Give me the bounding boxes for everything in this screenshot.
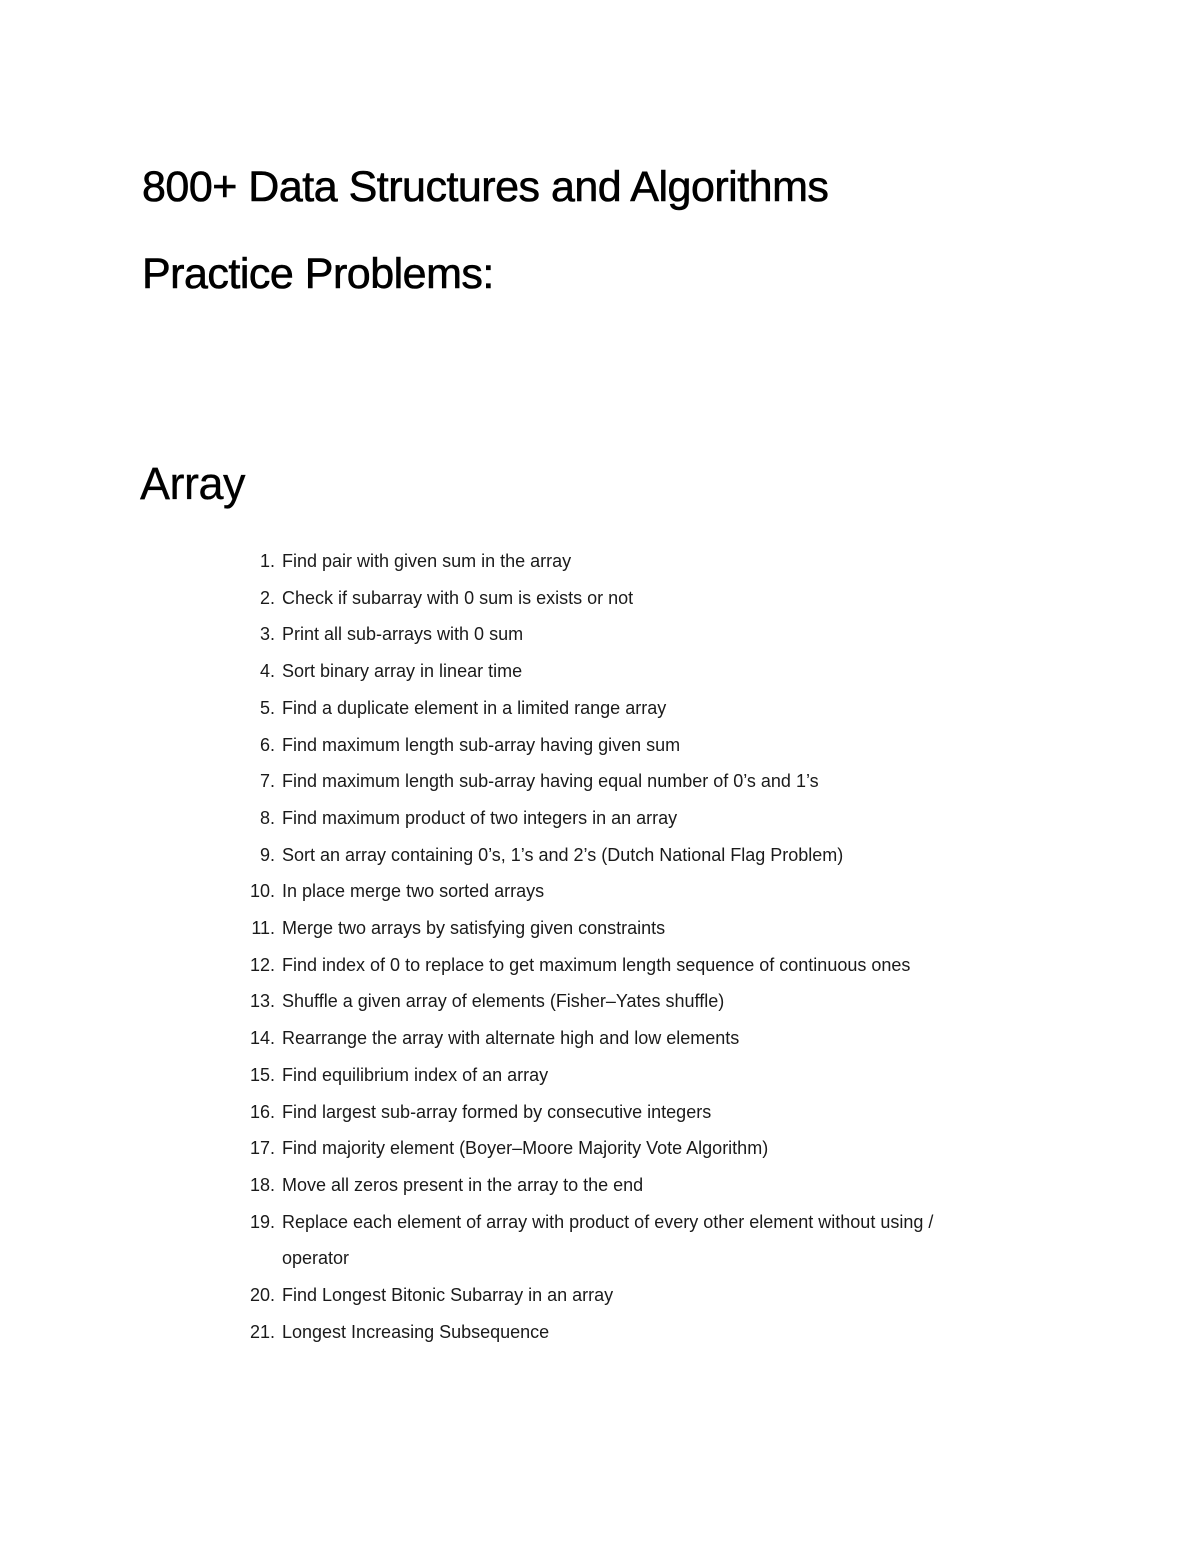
list-item <box>0 1057 1200 1094</box>
list-item-number: 18. <box>249 1174 275 1195</box>
list-item-text: Find pair with given sum in the array <box>282 551 572 571</box>
list-item-number: 11. <box>251 918 275 939</box>
list-item-number: 13. <box>249 991 275 1012</box>
list-item <box>0 1277 1200 1314</box>
list-item-number: 20. <box>249 1285 275 1306</box>
list-item-text: Replace each element of array with product of every other element without using / operator <box>282 1211 934 1269</box>
list-item <box>0 653 1200 690</box>
document-title-line-2: Practice Problems: <box>142 250 494 298</box>
list-item-text: Find Longest Bitonic Subarray in an array <box>282 1285 614 1306</box>
list-item-number: 16. <box>249 1101 275 1122</box>
list-item-number: 19. <box>249 1211 275 1232</box>
list-item <box>0 1094 1200 1131</box>
list-item-text: Find maximum length sub-array having equal number of 0’s and 1’s <box>282 771 819 792</box>
list-item-number: 10. <box>249 881 275 902</box>
list-item <box>0 983 1200 1020</box>
problem-list <box>0 543 1200 1350</box>
list-item <box>0 1130 1200 1167</box>
list-item <box>0 580 1200 617</box>
list-item-number: 2. <box>259 587 275 608</box>
list-item <box>0 800 1200 837</box>
list-item-text: Sort an array containing 0’s, 1’s and 2’s (Dutch National Flag Problem) <box>282 844 844 865</box>
list-item-text: Merge two arrays by satisfying given constraints <box>282 918 666 939</box>
list-item-text: Shuffle a given array of elements (Fisher–Yates shuffle) <box>282 991 725 1012</box>
list-item <box>0 910 1200 947</box>
document-title-line-1: 800+ Data Structures and Algorithms <box>142 163 829 211</box>
list-item <box>0 543 1200 580</box>
list-item <box>0 727 1200 764</box>
list-item-number: 1. <box>259 551 275 571</box>
list-item-text: Find index of 0 to replace to get maximum length sequence of continuous ones <box>282 954 911 975</box>
list-item-text: Longest Increasing Subsequence <box>282 1321 550 1342</box>
list-item <box>0 690 1200 727</box>
list-item <box>0 763 1200 800</box>
list-item-number: 4. <box>259 661 275 682</box>
list-item-number: 17. <box>249 1138 275 1159</box>
list-item-number: 21. <box>249 1321 275 1342</box>
list-item-text: Check if subarray with 0 sum is exists or not <box>282 587 634 608</box>
list-item <box>0 1204 1200 1277</box>
list-item-text: Find majority element (Boyer–Moore Majority Vote Algorithm) <box>282 1138 769 1159</box>
section-heading-array: Array <box>140 458 246 509</box>
list-item-number: 8. <box>259 807 275 828</box>
list-item-number: 5. <box>259 697 275 718</box>
list-item-number: 7. <box>259 771 275 792</box>
list-item <box>0 1167 1200 1204</box>
list-item-text: Find largest sub-array formed by consecutive integers <box>282 1101 712 1122</box>
list-item-text: Move all zeros present in the array to the end <box>282 1174 644 1195</box>
list-item-text: Find a duplicate element in a limited range array <box>282 697 667 718</box>
list-item-text: Find maximum product of two integers in an array <box>282 807 678 828</box>
list-item-number: 15. <box>249 1064 275 1085</box>
list-item <box>0 1314 1200 1351</box>
list-item-text: Find equilibrium index of an array <box>282 1064 549 1085</box>
list-item-text: Sort binary array in linear time <box>282 661 523 682</box>
list-item-text: Print all sub-arrays with 0 sum <box>282 624 524 645</box>
list-item-number: 3. <box>259 624 275 645</box>
list-item <box>0 1020 1200 1057</box>
list-item <box>0 873 1200 910</box>
list-item-number: 12. <box>249 954 275 975</box>
list-item-number: 14. <box>249 1028 275 1049</box>
list-item <box>0 947 1200 984</box>
list-item <box>0 837 1200 874</box>
list-item-text: In place merge two sorted arrays <box>282 881 545 902</box>
list-item-text: Rearrange the array with alternate high and low elements <box>282 1028 740 1049</box>
list-item-text: Find maximum length sub-array having given sum <box>282 734 681 755</box>
list-item-number: 9. <box>259 844 275 865</box>
list-item <box>0 616 1200 653</box>
list-item-number: 6. <box>259 734 275 755</box>
